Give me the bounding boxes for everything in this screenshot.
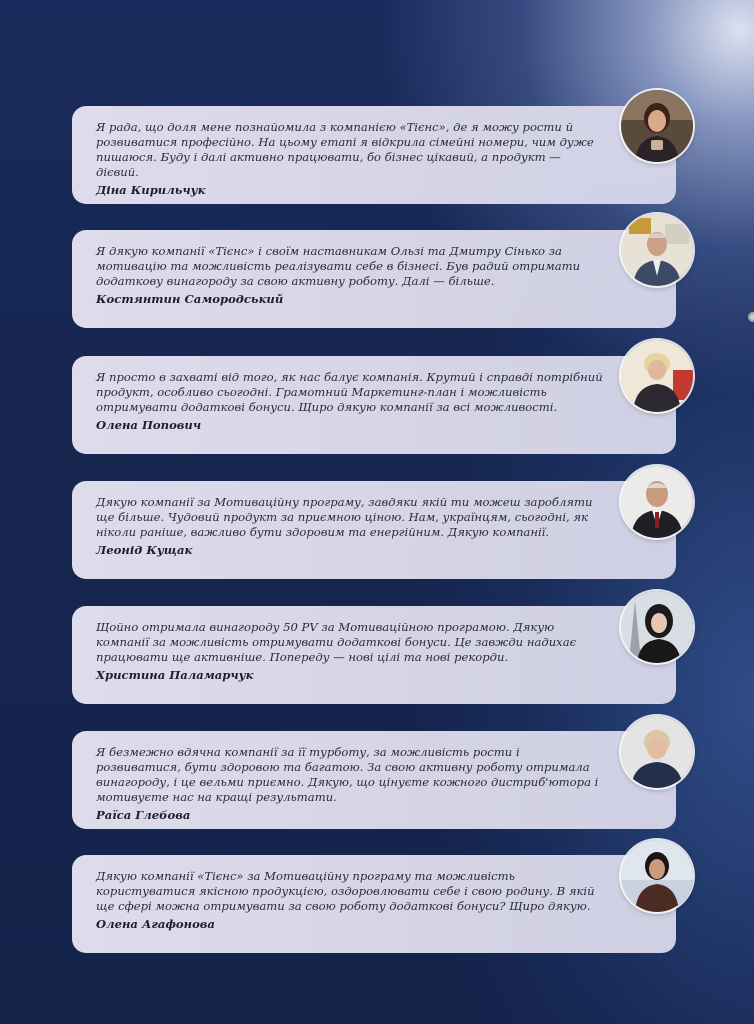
testimonial-card — [72, 606, 676, 704]
testimonial-author: Олена Агафонова — [96, 917, 215, 931]
avatar-photo — [621, 466, 693, 538]
testimonial-quote: Щойно отримала винагороду 50 PV за Мотиваційною програмою. Дякую компанії за можливість отримувати додаткові бонуси. Це завжди надихає працювати ще активніше. Попереду — нові цілі та нові рекорди. — [96, 620, 577, 664]
testimonial-author: Христина Паламарчук — [96, 668, 254, 682]
testimonial-card — [72, 106, 676, 204]
testimonial-quote: Я рада, що доля мене познайомила з компанією «Тієнс», де я можу рости й розвиватися професійно. На цьому етапі я відкрила сімейні номери, чим дуже пишаюся. Буду і далі активно працювати, бо бізнес цікавий, а продукт — дієвий. — [96, 120, 594, 179]
avatar-photo — [621, 716, 693, 788]
avatar-photo — [621, 90, 693, 162]
avatar-photo — [621, 214, 693, 286]
avatar-photo — [621, 840, 693, 912]
testimonial-card — [72, 855, 676, 953]
testimonial-author: Костянтин Самородський — [96, 292, 284, 306]
testimonial-card — [72, 356, 676, 454]
testimonial-quote: Дякую компанії «Тієнс» за Мотиваційну програму та можливість користуватися якісною продукцією, оздоровлювати себе і свою родину. В якій ще сфері можна отримувати за свою роботу додаткові бонуси? Щиро дякую. — [96, 869, 595, 913]
testimonial-author: Раїса Глебова — [96, 808, 191, 822]
testimonial-author: Олена Попович — [96, 418, 202, 432]
testimonial-author: Леонід Кущак — [96, 543, 193, 557]
testimonial-quote: Я дякую компанії «Тієнс» і своїм наставникам Ользі та Дмитру Сінько за мотивацію та можливість реалізувати себе в бізнесі. Був радий отримати додаткову винагороду за свою активну роботу. Далі — більше. — [96, 244, 581, 288]
testimonial-quote: Я просто в захваті від того, як нас балує компанія. Крутий і справді потрібний продукт, особливо сьогодні. Грамотний Маркетинг-план і можливість отримувати додаткові бонуси. Щиро дякую компанії за всі можливості. — [96, 370, 603, 414]
testimonial-author: Діна Кирильчук — [96, 183, 206, 197]
avatar-photo — [621, 340, 693, 412]
testimonial-quote: Дякую компанії за Мотиваційну програму, завдяки якій ти можеш заробляти ще більше. Чудовий продукт за приємною ціною. Нам, українцям, сьогодні, як ніколи раніше, важливо бути здоровим та енергійним. Дякую компанії. — [96, 495, 593, 539]
testimonial-card — [72, 230, 676, 328]
testimonial-quote: Я безмежно вдячна компанії за її турботу, за можливість рости і розвиватися, бути здоровою та багатою. За свою активну роботу отримала винагороду, і це вельми приємно. Дякую, що цінуєте кожного дистриб'ютора і мотивуєте нас на кращі результати. — [96, 745, 599, 804]
testimonial-card — [72, 731, 676, 829]
avatar-photo — [621, 591, 693, 663]
testimonial-card — [72, 481, 676, 579]
page-edge-marker — [748, 312, 754, 322]
